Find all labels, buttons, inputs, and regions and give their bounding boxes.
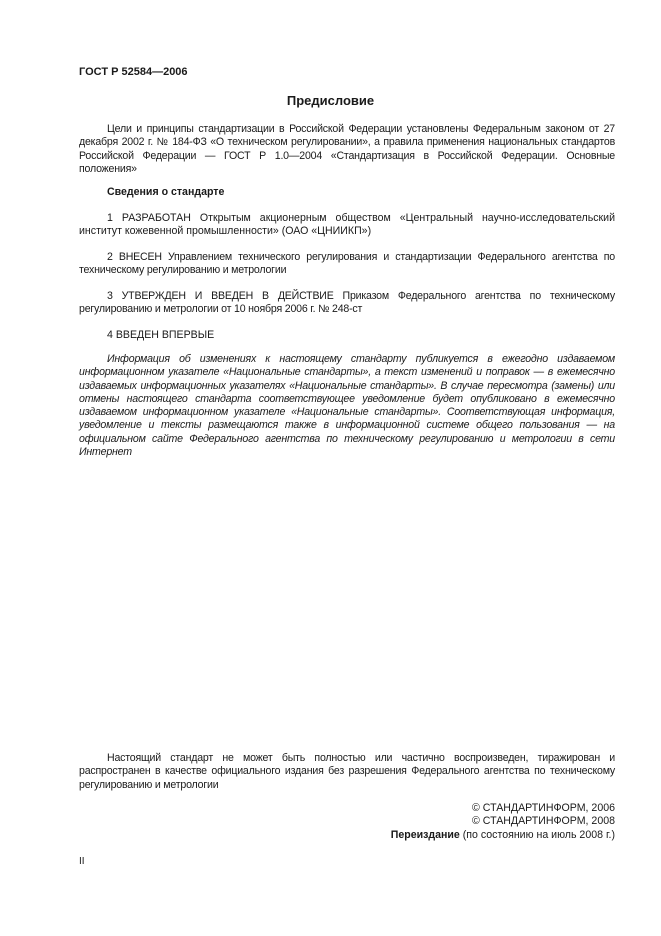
info-item-introduced: 4 ВВЕДЕН ВПЕРВЫЕ — [107, 329, 215, 341]
info-item-developed: 1 РАЗРАБОТАН Открытым акционерным обществом «Центральный научно-исследовательский институт кожевенной промышленности» (ОАО «ЦНИИКП») — [79, 212, 615, 238]
preface-intro-paragraph: Цели и принципы стандартизации в Российской Федерации установлены Федеральным законом от 27 декабря 2002 г. № 184-ФЗ «О техническом регулировании», а правила применения национальных стандартов Российской Федерации — ГОСТ Р 1.0—2004 «Стандартизация в Российской Федерации. Основные положения» — [79, 123, 615, 175]
info-item-submitted: 2 ВНЕСЕН Управлением технического регулирования и стандартизации Федерального агентства по техническому регулированию и метрологии — [79, 251, 615, 277]
info-item-approved: 3 УТВЕРЖДЕН И ВВЕДЕН В ДЕЙСТВИЕ Приказом Федерального агентства по техническому регулированию и метрологии от 10 ноября 2006 г. № 248-ст — [79, 290, 615, 316]
copyright-2006: © СТАНДАРТИНФОРМ, 2006 — [472, 802, 615, 814]
reproduction-notice: Настоящий стандарт не может быть полностью или частично воспроизведен, тиражирован и распространен в качестве официального издания без разрешения Федерального агентства по техническому регулированию и метрологии — [79, 752, 615, 791]
changes-info-paragraph: Информация об изменениях к настоящему стандарту публикуется в ежегодно издаваемом информационном указателе «Национальные стандарты», а текст изменений и поправок — в ежемесячно издаваемых информационных указателях «Национальные стандарты». В случае пересмотра (замены) или отмены настоящего стандарта соответствующее уведомление будет опубликовано в ежемесячно издаваемом информационном указателе «Национальные стандарты». Соответствующая информация, уведомление и тексты размещаются также в информационной системе общего пользования — на официальном сайте Федерального агентства по техническому регулированию и метрологии в сети Интернет — [79, 353, 615, 459]
reissue-label: Переиздание — [390, 828, 460, 841]
standard-info-heading: Сведения о стандарте — [107, 186, 225, 198]
reissue-note: (по состоянию на июль 2008 г.) — [459, 828, 615, 841]
page-number: II — [79, 856, 85, 867]
preface-title: Предисловие — [286, 93, 375, 108]
document-code: ГОСТ Р 52584—2006 — [79, 66, 188, 78]
copyright-2008: © СТАНДАРТИНФОРМ, 2008 — [472, 815, 615, 828]
reissue-line — [391, 829, 615, 842]
copyright-block — [391, 802, 615, 842]
